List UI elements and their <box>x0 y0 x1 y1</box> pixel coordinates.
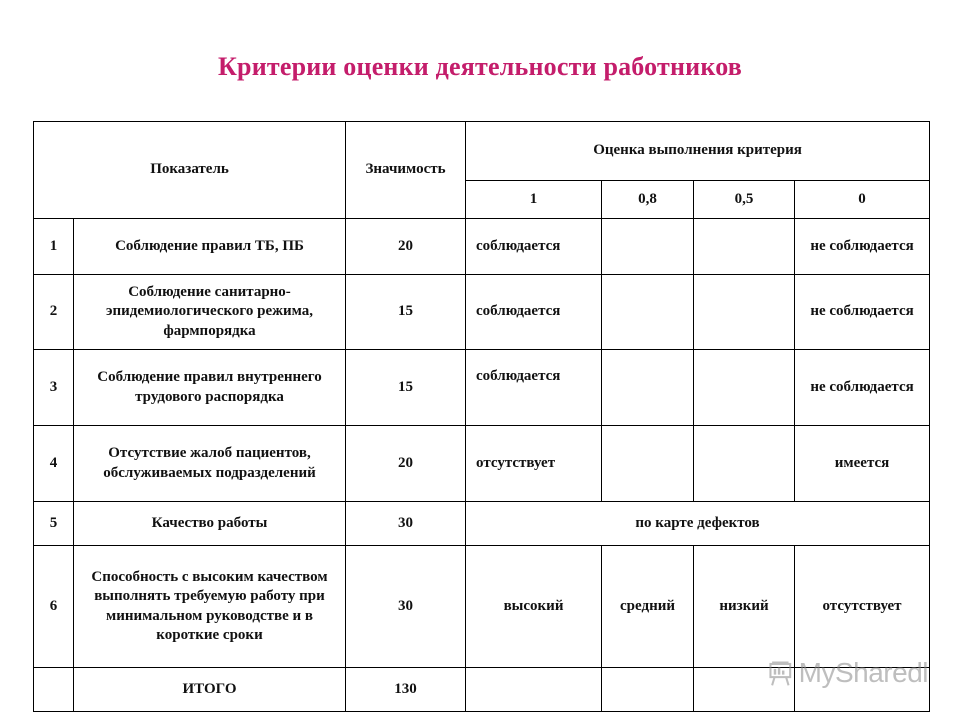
cell-score-08: средний <box>602 546 694 668</box>
header-assessment: Оценка выполнения критерия <box>466 122 930 181</box>
header-row-1 <box>34 122 930 181</box>
header-significance: Значимость <box>346 122 466 219</box>
row-indicator: Соблюдение правил ТБ, ПБ <box>74 219 346 275</box>
row-significance: 30 <box>346 546 466 668</box>
cell-score-05 <box>694 219 795 275</box>
watermark-text: MySharedl <box>798 657 928 688</box>
total-value: 130 <box>346 668 466 712</box>
header-score-0: 0 <box>795 181 930 219</box>
cell-score-1: высокий <box>466 546 602 668</box>
total-empty-cell <box>602 668 694 712</box>
row-number: 5 <box>34 502 74 546</box>
cell-score-0: не соблюдается <box>795 275 930 350</box>
row-indicator: Отсутствие жалоб пациентов, обслуживаемых подразделений <box>74 426 346 502</box>
header-score-05: 0,5 <box>694 181 795 219</box>
cell-merged-assessment: по карте дефектов <box>466 502 930 546</box>
header-score-1: 1 <box>466 181 602 219</box>
cell-score-1: соблюдается <box>466 275 602 350</box>
watermark <box>768 654 928 692</box>
row-indicator: Соблюдение санитарно-эпидемиологического режима, фармпорядка <box>74 275 346 350</box>
cell-score-0: не соблюдается <box>795 350 930 426</box>
cell-score-0: имеется <box>795 426 930 502</box>
table-row <box>34 219 930 275</box>
cell-score-08 <box>602 275 694 350</box>
row-significance: 15 <box>346 350 466 426</box>
total-label: ИТОГО <box>74 668 346 712</box>
row-significance: 30 <box>346 502 466 546</box>
cell-score-05 <box>694 275 795 350</box>
cell-score-05: низкий <box>694 546 795 668</box>
table-row <box>34 350 930 426</box>
row-indicator: Качество работы <box>74 502 346 546</box>
table-row <box>34 546 930 668</box>
total-empty-cell <box>466 668 602 712</box>
row-number: 1 <box>34 219 74 275</box>
cell-score-0: не соблюдается <box>795 219 930 275</box>
row-indicator: Способность с высоким качеством выполнять требуемую работу при минимальном руководстве и в короткие сроки <box>74 546 346 668</box>
header-indicator: Показатель <box>34 122 346 219</box>
row-significance: 20 <box>346 219 466 275</box>
row-significance: 20 <box>346 426 466 502</box>
cell-score-08 <box>602 426 694 502</box>
table-row <box>34 275 930 350</box>
cell-score-05 <box>694 426 795 502</box>
row-number: 4 <box>34 426 74 502</box>
row-indicator: Соблюдение правил внутреннего трудового распорядка <box>74 350 346 426</box>
table-row <box>34 502 930 546</box>
header-score-08: 0,8 <box>602 181 694 219</box>
table-row <box>34 426 930 502</box>
cell-score-1: соблюдается <box>466 350 602 426</box>
cell-score-08 <box>602 350 694 426</box>
presentation-board-icon <box>768 657 793 689</box>
cell-score-08 <box>602 219 694 275</box>
cell-score-1: соблюдается <box>466 219 602 275</box>
cell-score-0: отсутствует <box>795 546 930 668</box>
row-number: 2 <box>34 275 74 350</box>
cell-score-05 <box>694 350 795 426</box>
page-title: Критерии оценки деятельности работников <box>217 52 742 81</box>
cell-score-1: отсутствует <box>466 426 602 502</box>
total-number-cell <box>34 668 74 712</box>
row-significance: 15 <box>346 275 466 350</box>
row-number: 6 <box>34 546 74 668</box>
criteria-table <box>33 121 930 712</box>
row-number: 3 <box>34 350 74 426</box>
